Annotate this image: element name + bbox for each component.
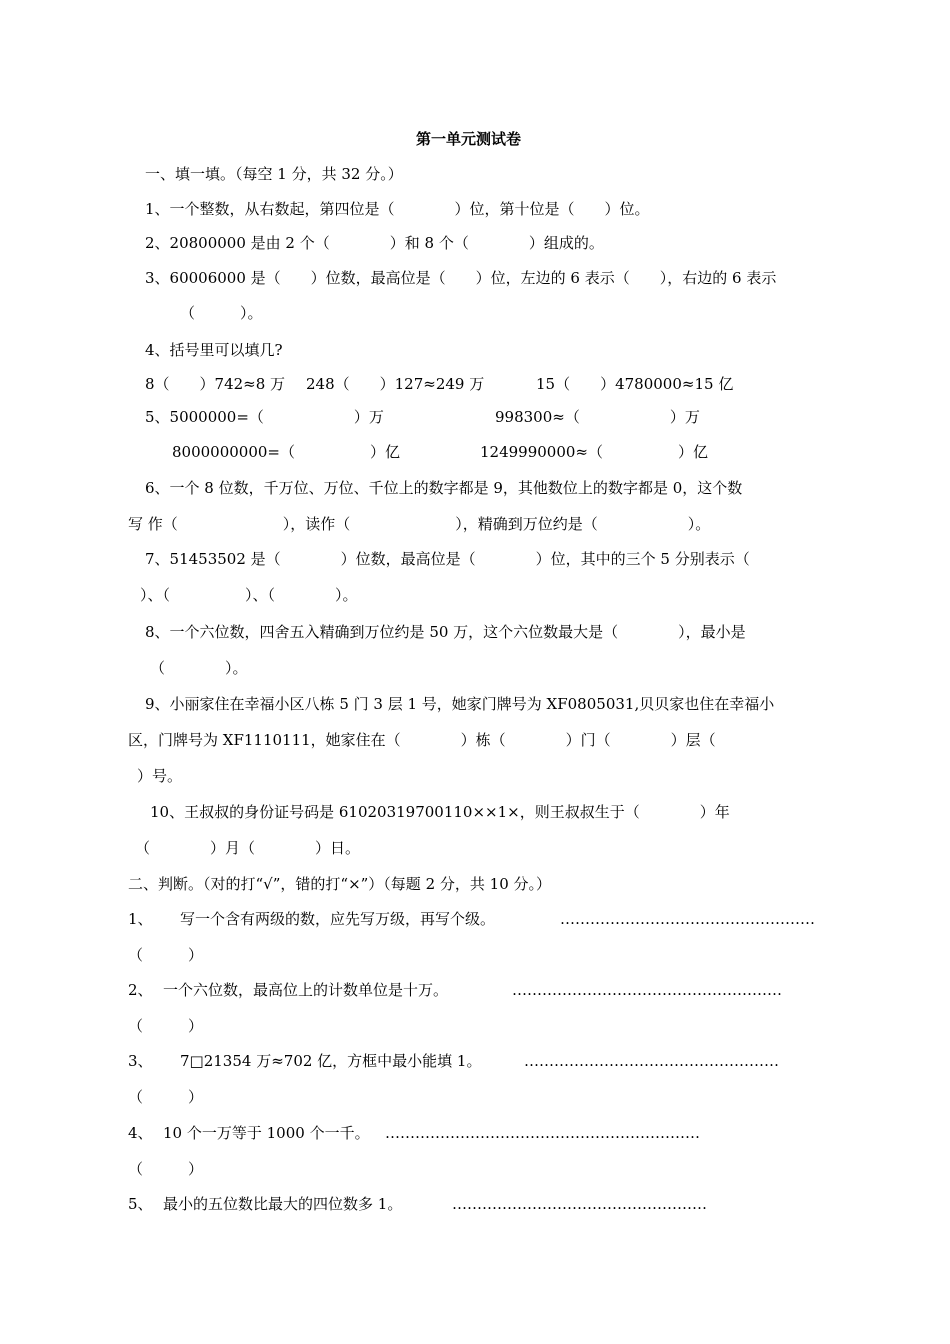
judge-item-1-blank: （ ）	[128, 946, 204, 964]
question-9-line2: 区，门牌号为 XF1110111，她家住在（ ）栋（ ）门（ ）层（	[128, 731, 716, 749]
question-3-line1: 3、60006000 是（ ）位数，最高位是（ ）位，左边的 6 表示（ ），右边的 6 表示	[145, 269, 777, 287]
judge-item-3-blank: （ ）	[128, 1088, 204, 1106]
question-8-line1: 8、一个六位数，四舍五入精确到万位约是 50 万，这个六位数最大是（ ），最小是	[145, 623, 746, 641]
judge-item-4: 4、 10 个一万等于 1000 个一千。 ………………………………………………………	[128, 1124, 700, 1142]
question-10-line2: （ ）月（ ）日。	[135, 839, 361, 857]
question-5-row1: 5、5000000=（ ）万 998300≈（ ）万	[145, 408, 700, 426]
judge-item-1: 1、 写一个含有两级的数，应先写万级，再写个级。 ……………………………………………	[128, 910, 815, 928]
judge-item-2-blank: （ ）	[128, 1017, 204, 1035]
judge-item-2: 2、 一个六位数，最高位上的计数单位是十万。 ………………………………………………	[128, 981, 782, 999]
title-text: 第一单元测试卷	[416, 130, 522, 148]
question-7-line1: 7、51453502 是（ ）位数，最高位是（ ）位，其中的三个 5 分别表示（	[145, 550, 750, 568]
question-2: 2、20800000 是由 2 个（ ）和 8 个（ ）组成的。	[145, 234, 604, 252]
question-8-line2: （ ）。	[150, 659, 248, 677]
question-4-heading: 4、括号里可以填几?	[145, 341, 283, 359]
question-6-line2: 写 作（ ），读作（ ），精确到万位约是（ ）。	[128, 515, 711, 533]
question-7-line2: ）、（ ）、（ ）。	[140, 586, 358, 604]
question-10-line1: 10、王叔叔的身份证号码是 61020319700110××1×，则王叔叔生于（ ）年	[150, 803, 730, 821]
question-9-line3: ）号。	[137, 767, 183, 785]
judge-item-4-blank: （ ）	[128, 1160, 204, 1178]
page-title	[0, 127, 950, 151]
section1-heading: 一、填一填。（每空 1 分，共 32 分。）	[145, 165, 403, 183]
question-3-line2: （ ）。	[180, 304, 263, 322]
question-6-line1: 6、一个 8 位数，千万位、万位、千位上的数字都是 9，其他数位上的数字都是 0，这个数	[145, 479, 743, 497]
judge-item-5: 5、 最小的五位数比最大的四位数多 1。 ……………………………………………	[128, 1195, 707, 1213]
question-9-line1: 9、小丽家住在幸福小区八栋 5 门 3 层 1 号，她家门牌号为 XF0805031,贝贝家也住在幸福小	[145, 695, 775, 713]
question-1: 1、一个整数，从右数起，第四位是（ ）位，第十位是（ ）位。	[145, 200, 650, 218]
question-4-items: 8（ ）742≈8 万 248（ ）127≈249 万 15（ ）4780000≈15 亿	[145, 375, 734, 393]
question-5-row2: 8000000000=（ ）亿 1249990000≈（ ）亿	[172, 443, 709, 461]
judge-item-3: 3、 7□21354 万≈702 亿，方框中最小能填 1。 ……………………………………………	[128, 1052, 779, 1070]
section2-heading: 二、判断。（对的打“√”，错的打“×”）（每题 2 分，共 10 分。）	[128, 875, 552, 893]
